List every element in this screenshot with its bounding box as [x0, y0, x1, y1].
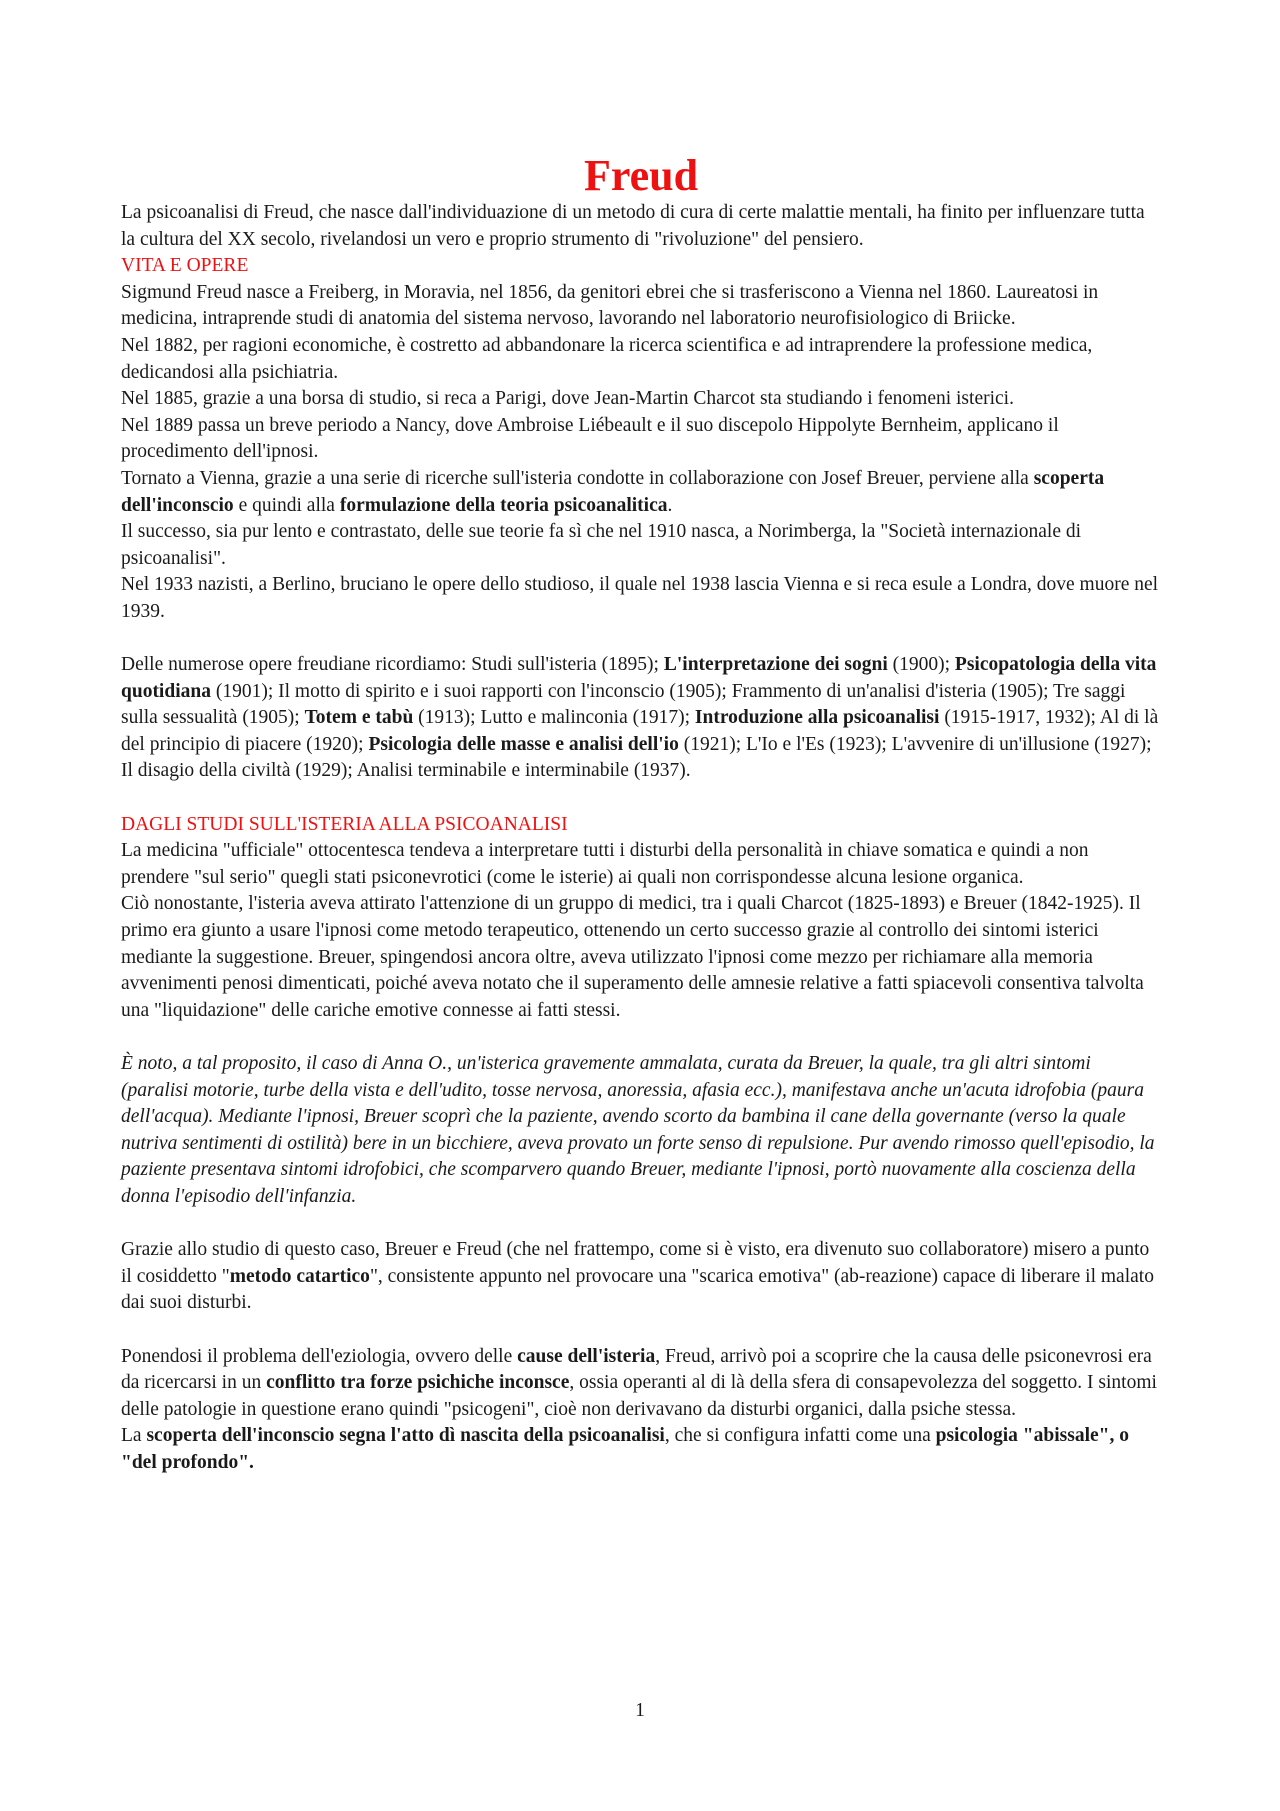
bold-text: metodo catartico: [229, 1265, 370, 1287]
paragraph: Ponendosi il problema dell'eziologia, ovvero delle cause dell'isteria, Freud, arrivò poi a scoprire che la causa delle psiconevrosi era da ricercarsi in un conflitto tra forze psichiche inconsce, ossia operanti al di là della sfera di consapevolezza del soggetto. I sintomi delle patologie in questione erano quindi "psicogeni", cioè non derivavano da disturbi organici, dalla psiche stessa.: [121, 1345, 1157, 1420]
bold-text: Totem e tabù: [304, 707, 414, 729]
bold-text: formulazione della teoria psicoanalitica: [339, 494, 668, 516]
bold-text: scoperta dell'inconscio segna l'atto dì nascita della psicoanalisi: [146, 1425, 665, 1447]
bold-text: scoperta dell'inconscio: [121, 467, 1105, 516]
page-title: Freud: [583, 151, 699, 200]
paragraph: Nel 1933 nazisti, a Berlino, bruciano le opere dello studioso, il quale nel 1938 lascia Vienna e si reca esule a Londra, dove muore nel 1939.: [121, 574, 1159, 622]
page-number: 1: [635, 1700, 645, 1721]
bold-text: Introduzione alla psicoanalisi: [694, 707, 940, 729]
bold-text: cause dell'isteria: [517, 1345, 656, 1367]
works-paragraph: Delle numerose opere freudiane ricordiamo: Studi sull'isteria (1895); L'interpretazione dei sogni (1900); Psicopatologia della vita quotidiana (1901); Il motto di spirito e i suoi rapporti con l'inconscio (1905); Frammento di un'analisi d'isteria (1905); Tre saggi sulla sessualità (1905); Totem e tabù (1913); Lutto e malinconia (1917); Introduzione alla psicoanalisi (1915-1917, 1932); Al di là del principio di piacere (1920); Psicologia delle masse e analisi dell'io (1921); L'Io e l'Es (1923); L'avvenire di un'illusione (1927); Il disagio della civiltà (1929); Analisi terminabile e interminabile (1937).: [121, 654, 1159, 782]
italic-case-paragraph: È noto, a tal proposito, il caso di Anna O., un'isterica gravemente ammalata, curata da Breuer, la quale, tra gli altri sintomi (paralisi motorie, turbe della vista e dell'udito, tosse nervosa, anoressia, afasia ecc.), manifestava anche un'acuta idrofobia (paura dell'acqua). Mediante l'ipnosi, Breuer scoprì che la paziente, avendo scorto da bambina il cane della governante (verso la quale nutriva sentimenti di ostilità) bere in un bicchiere, aveva provato un forte senso di repulsione. Pur avendo rimosso quell'episodio, la paziente presentava sintomi idrofobici, che scomparvero quando Breuer, mediante l'ipnosi, portò nuovamente alla coscienza della donna l'episodio dell'infanzia.: [121, 1053, 1155, 1207]
paragraph: La scoperta dell'inconscio segna l'atto dì nascita della psicoanalisi, che si configura infatti come una psicologia "abissale", o "del profondo".: [121, 1425, 1129, 1473]
bold-text: psicologia "abissale", o "del profondo".: [121, 1425, 1129, 1473]
bold-text: conflitto tra forze psichiche inconsce: [266, 1372, 570, 1394]
intro-paragraph: La psicoanalisi di Freud, che nasce dall'individuazione di un metodo di cura di certe malattie mentali, ha finito per influenzare tutta la cultura del XX secolo, rivelandosi un vero e proprio strumento di "rivoluzione" del pensiero.: [121, 202, 1145, 250]
paragraph: Tornato a Vienna, grazie a una serie di ricerche sull'isteria condotte in collaborazione con Josef Breuer, perviene alla scoperta dell'inconscio e quindi alla formulazione della teoria psicoanalitica.: [121, 467, 1105, 516]
paragraph: Nel 1882, per ragioni economiche, è costretto ad abbandonare la ricerca scientifica e ad intraprendere la professione medica, dedicandosi alla psichiatria.: [121, 334, 1093, 383]
bold-text: Psicopatologia della vita quotidiana: [121, 654, 1157, 702]
paragraph: Grazie allo studio di questo caso, Breuer e Freud (che nel frattempo, come si è visto, era divenuto suo collaboratore) misero a punto il cosiddetto "metodo catartico", consistente appunto nel provocare una "scarica emotiva" (ab-reazione) capace di liberare il malato dai suoi disturbi.: [121, 1239, 1154, 1314]
paragraph: Nel 1885, grazie a una borsa di studio, si reca a Parigi, dove Jean-Martin Charcot sta studiando i fenomeni isterici.: [121, 388, 1014, 410]
bold-text: Psicologia delle masse e analisi dell'io: [368, 733, 679, 755]
paragraph: Nel 1889 passa un breve periodo a Nancy, dove Ambroise Liébeault e il suo discepolo Hippolyte Bernheim, applicano il procedimento dell'ipnosi.: [121, 414, 1059, 463]
paragraph: Ciò nonostante, l'isteria aveva attirato l'attenzione di un gruppo di medici, tra i quali Charcot (1825-1893) e Breuer (1842-1925). Il primo era giunto a usare l'ipnosi come metodo terapeutico, ottenendo un certo successo grazie al controllo dei sintomi isterici mediante la suggestione. Breuer, spingendosi ancora oltre, aveva utilizzato l'ipnosi come mezzo per richiamare alla memoria avvenimenti penosi dimenticati, poiché aveva notato che il superamento delle amnesie relative a fatti spiacevoli consentiva talvolta una "liquidazione" delle cariche emotive connesse ai fatti stessi.: [121, 893, 1144, 1021]
paragraph: Sigmund Freud nasce a Freiberg, in Moravia, nel 1856, da genitori ebrei che si trasferiscono a Vienna nel 1860. Laureatosi in medicina, intraprende studi di anatomia del sistema nervoso, lavorando nel laboratorio neurofisiologico di Briicke.: [121, 281, 1099, 330]
document-page: [121, 150, 1161, 1477]
paragraph: La medicina "ufficiale" ottocentesca tendeva a interpretare tutti i disturbi della personalità in chiave somatica e quindi a non prendere "sul serio" quegli stati psiconevrotici (come le isterie) ai quali non corrispondesse alcuna lesione organica.: [121, 840, 1089, 888]
bold-text: L'interpretazione dei sogni: [663, 654, 888, 676]
section-heading-vita-e-opere: VITA E OPERE: [121, 255, 249, 277]
section-heading-dagli-studi: DAGLI STUDI SULL'ISTERIA ALLA PSICOANALISI: [121, 813, 568, 835]
paragraph: Il successo, sia pur lento e contrastato, delle sue teorie fa sì che nel 1910 nasca, a Norimberga, la "Società internazionale di psicoanalisi".: [121, 521, 1082, 569]
